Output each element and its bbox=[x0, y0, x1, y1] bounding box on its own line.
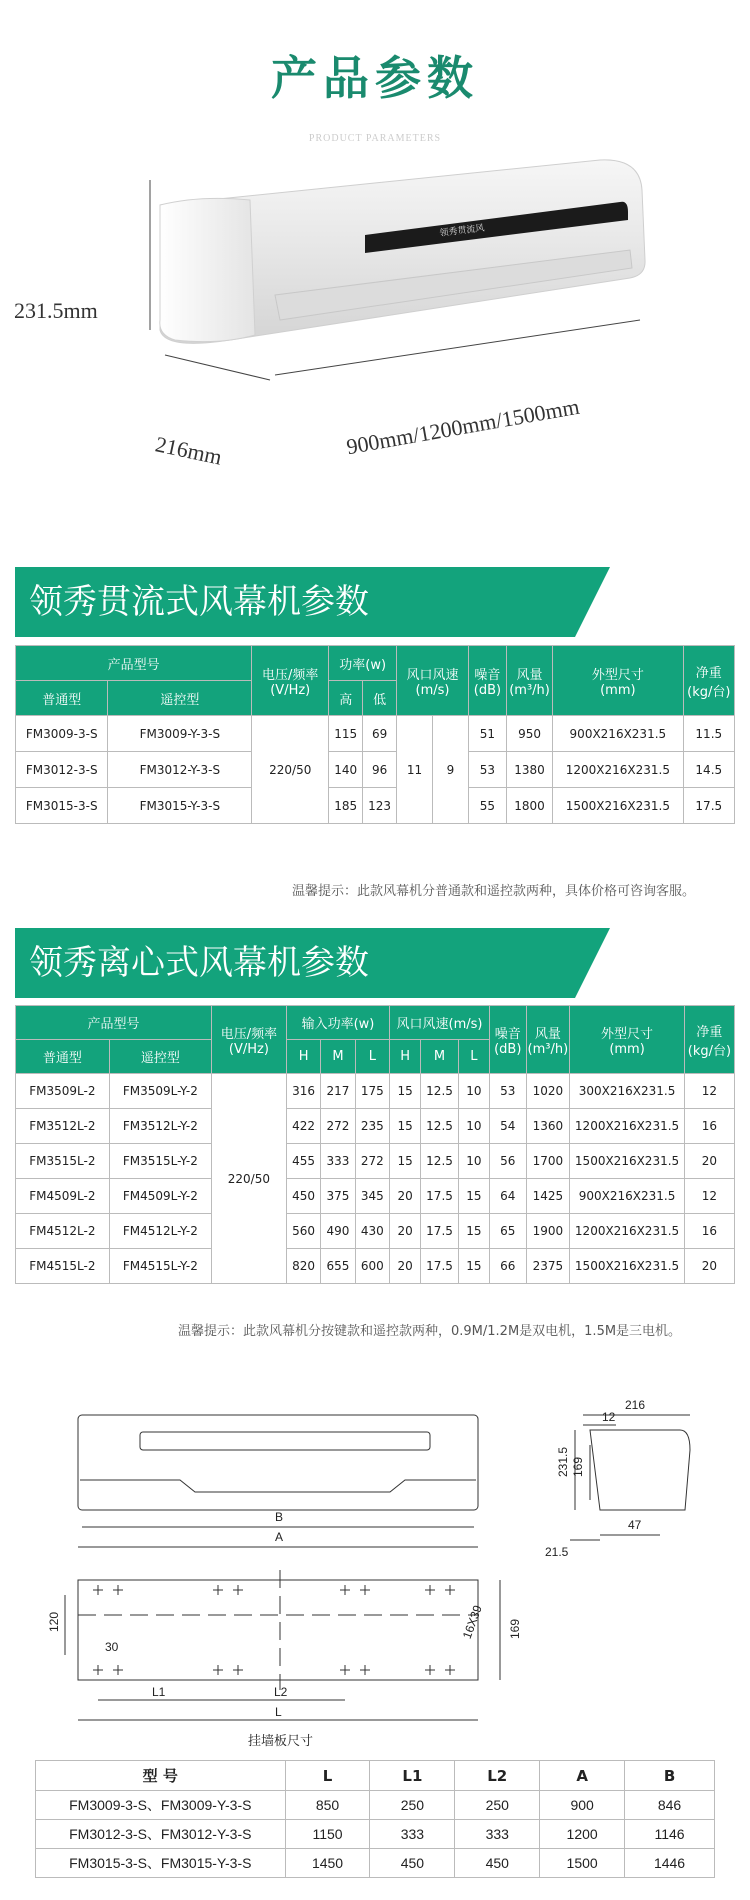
cell-dim-b: 1446 bbox=[625, 1849, 715, 1878]
cell-air: 950 bbox=[506, 716, 552, 752]
crossflow-spec-table bbox=[15, 645, 735, 824]
cell-weight: 14.5 bbox=[683, 752, 734, 788]
cell-power-m: 333 bbox=[321, 1144, 355, 1179]
cell-air: 1020 bbox=[526, 1074, 570, 1109]
cell-air: 1380 bbox=[506, 752, 552, 788]
th-low: 低 bbox=[363, 681, 397, 716]
drawing-caption: 挂墙板尺寸 bbox=[248, 1733, 314, 1748]
cell-size: 900X216X231.5 bbox=[553, 716, 683, 752]
cell-speed-l: 10 bbox=[458, 1109, 489, 1144]
cell-power-h: 820 bbox=[286, 1249, 320, 1284]
cell-size: 1500X216X231.5 bbox=[570, 1144, 685, 1179]
cell-speed-m: 17.5 bbox=[421, 1214, 459, 1249]
dimension-table bbox=[35, 1760, 715, 1878]
cell-dim-l1: 333 bbox=[370, 1820, 455, 1849]
cell-speed-l: 10 bbox=[458, 1144, 489, 1179]
cell-power-l: 272 bbox=[355, 1144, 389, 1179]
cell-normal: FM3512L-2 bbox=[16, 1109, 110, 1144]
cell-dim-model: FM3012-3-S、FM3012-Y-3-S bbox=[36, 1820, 286, 1849]
cell-low: 96 bbox=[363, 752, 397, 788]
cell-power-l: 235 bbox=[355, 1109, 389, 1144]
cell-air: 1360 bbox=[526, 1109, 570, 1144]
cell-power-h: 316 bbox=[286, 1074, 320, 1109]
table-row bbox=[16, 1144, 735, 1179]
th-speed: 风口风速(m/s) bbox=[390, 1006, 490, 1040]
cell-power-l: 175 bbox=[355, 1074, 389, 1109]
cell-power-h: 450 bbox=[286, 1179, 320, 1214]
cell-low: 123 bbox=[363, 788, 397, 824]
th-size: 外型尺寸 (mm) bbox=[570, 1006, 685, 1074]
cell-speed-high: 11 bbox=[397, 716, 433, 824]
th-model: 产品型号 bbox=[16, 646, 252, 681]
th-high: 高 bbox=[329, 681, 363, 716]
cell-speed-h: 15 bbox=[390, 1144, 421, 1179]
th-air: 风量 (m³/h) bbox=[506, 646, 552, 716]
cell-normal: FM3015-3-S bbox=[16, 788, 108, 824]
cell-noise: 51 bbox=[468, 716, 506, 752]
th-dim-model: 型 号 bbox=[36, 1761, 286, 1791]
cell-noise: 53 bbox=[468, 752, 506, 788]
label-30: 30 bbox=[105, 1640, 119, 1654]
table-row bbox=[16, 716, 735, 752]
cell-dim-l1: 250 bbox=[370, 1791, 455, 1820]
th-speed-m: M bbox=[421, 1040, 459, 1074]
cell-dim-a: 1500 bbox=[540, 1849, 625, 1878]
th-dim-l1: L1 bbox=[370, 1761, 455, 1791]
cell-air: 1700 bbox=[526, 1144, 570, 1179]
th-weight: 净重 (kg/台) bbox=[683, 646, 734, 716]
cell-weight: 12 bbox=[684, 1074, 734, 1109]
th-size: 外型尺寸 (mm) bbox=[553, 646, 683, 716]
cell-size: 1500X216X231.5 bbox=[553, 788, 683, 824]
label-slot: 16X39 bbox=[459, 1603, 485, 1641]
cell-speed-h: 15 bbox=[390, 1109, 421, 1144]
cell-power-l: 345 bbox=[355, 1179, 389, 1214]
cell-dim-l1: 450 bbox=[370, 1849, 455, 1878]
cell-normal: FM3509L-2 bbox=[16, 1074, 110, 1109]
label-b: B bbox=[275, 1510, 284, 1524]
cell-remote: FM3509L-Y-2 bbox=[109, 1074, 211, 1109]
cell-speed-low: 9 bbox=[432, 716, 468, 824]
th-power-l: L bbox=[355, 1040, 389, 1074]
drawing-labels bbox=[0, 1370, 750, 1750]
cell-weight: 17.5 bbox=[683, 788, 734, 824]
cell-noise: 65 bbox=[490, 1214, 526, 1249]
cell-noise: 66 bbox=[490, 1249, 526, 1284]
section2-banner: 领秀离心式风幕机参数 bbox=[15, 928, 575, 998]
label-216: 216 bbox=[625, 1398, 646, 1412]
cell-power-l: 600 bbox=[355, 1249, 389, 1284]
cell-dim-l: 1450 bbox=[285, 1849, 370, 1878]
th-speed-l: L bbox=[458, 1040, 489, 1074]
th-voltage: 电压/频率 (V/Hz) bbox=[211, 1006, 286, 1074]
cell-speed-m: 17.5 bbox=[421, 1179, 459, 1214]
cell-normal: FM3515L-2 bbox=[16, 1144, 110, 1179]
th-power-h: H bbox=[286, 1040, 320, 1074]
cell-speed-m: 12.5 bbox=[421, 1144, 459, 1179]
cell-air: 1900 bbox=[526, 1214, 570, 1249]
th-speed: 风口风速 (m/s) bbox=[397, 646, 469, 716]
cell-dim-b: 846 bbox=[625, 1791, 715, 1820]
cell-air: 2375 bbox=[526, 1249, 570, 1284]
cell-size: 1200X216X231.5 bbox=[570, 1109, 685, 1144]
cell-size: 1200X216X231.5 bbox=[570, 1214, 685, 1249]
label-231: 231.5 bbox=[556, 1446, 571, 1478]
cell-speed-l: 10 bbox=[458, 1074, 489, 1109]
cell-weight: 20 bbox=[684, 1144, 734, 1179]
cell-normal: FM4515L-2 bbox=[16, 1249, 110, 1284]
th-noise: 噪音 (dB) bbox=[490, 1006, 526, 1074]
th-noise: 噪音 (dB) bbox=[468, 646, 506, 716]
cell-remote: FM3515L-Y-2 bbox=[109, 1144, 211, 1179]
th-dim-b: B bbox=[625, 1761, 715, 1791]
cell-voltage: 220/50 bbox=[211, 1074, 286, 1284]
page-title: 产品参数 bbox=[271, 51, 479, 105]
th-dim-l2: L2 bbox=[455, 1761, 540, 1791]
label-21: 21.5 bbox=[545, 1545, 569, 1559]
label-a: A bbox=[275, 1530, 284, 1544]
label-120: 120 bbox=[47, 1611, 62, 1633]
label-12: 12 bbox=[602, 1410, 616, 1424]
cell-dim-l2: 333 bbox=[455, 1820, 540, 1849]
cell-air: 1425 bbox=[526, 1179, 570, 1214]
cell-dim-l: 850 bbox=[285, 1791, 370, 1820]
cell-weight: 12 bbox=[684, 1179, 734, 1214]
cell-remote: FM4512L-Y-2 bbox=[109, 1214, 211, 1249]
section1-banner: 领秀贯流式风幕机参数 bbox=[15, 567, 575, 637]
cell-power-m: 655 bbox=[321, 1249, 355, 1284]
label-l1: L1 bbox=[152, 1685, 166, 1699]
cell-weight: 20 bbox=[684, 1249, 734, 1284]
cell-low: 69 bbox=[363, 716, 397, 752]
cell-speed-m: 12.5 bbox=[421, 1109, 459, 1144]
th-power-m: M bbox=[321, 1040, 355, 1074]
cell-high: 185 bbox=[329, 788, 363, 824]
th-dim-l: L bbox=[285, 1761, 370, 1791]
cell-dim-model: FM3009-3-S、FM3009-Y-3-S bbox=[36, 1791, 286, 1820]
table-row bbox=[16, 1074, 735, 1109]
cell-voltage: 220/50 bbox=[252, 716, 329, 824]
cell-noise: 54 bbox=[490, 1109, 526, 1144]
table-row bbox=[16, 752, 735, 788]
th-remote: 遥控型 bbox=[109, 1040, 211, 1074]
cell-dim-l: 1150 bbox=[285, 1820, 370, 1849]
label-47: 47 bbox=[628, 1518, 642, 1532]
cell-noise: 56 bbox=[490, 1144, 526, 1179]
cell-noise: 64 bbox=[490, 1179, 526, 1214]
th-remote: 遥控型 bbox=[108, 681, 252, 716]
cell-speed-l: 15 bbox=[458, 1249, 489, 1284]
cell-high: 140 bbox=[329, 752, 363, 788]
table-row bbox=[36, 1791, 715, 1820]
cell-power-m: 272 bbox=[321, 1109, 355, 1144]
cell-size: 300X216X231.5 bbox=[570, 1074, 685, 1109]
cell-high: 115 bbox=[329, 716, 363, 752]
th-power: 输入功率(w) bbox=[286, 1006, 389, 1040]
height-label: 231.5mm bbox=[14, 298, 98, 323]
cell-speed-m: 12.5 bbox=[421, 1074, 459, 1109]
table-row bbox=[16, 1214, 735, 1249]
cell-speed-h: 20 bbox=[390, 1179, 421, 1214]
cell-dim-l2: 450 bbox=[455, 1849, 540, 1878]
cell-remote: FM4509L-Y-2 bbox=[109, 1179, 211, 1214]
table-row bbox=[16, 1249, 735, 1284]
cell-size: 900X216X231.5 bbox=[570, 1179, 685, 1214]
th-speed-h: H bbox=[390, 1040, 421, 1074]
cell-remote: FM3009-Y-3-S bbox=[108, 716, 252, 752]
table-row bbox=[16, 1109, 735, 1144]
cell-weight: 11.5 bbox=[683, 716, 734, 752]
table-row bbox=[36, 1820, 715, 1849]
depth-label: 216mm bbox=[153, 431, 225, 470]
centrifugal-spec-table bbox=[15, 1005, 735, 1284]
cell-dim-l2: 250 bbox=[455, 1791, 540, 1820]
section2-note: 温馨提示：此款风幕机分按键款和遥控款两种，0.9M/1.2M是双电机，1.5M是三电机。 bbox=[178, 1324, 682, 1339]
th-normal: 普通型 bbox=[16, 1040, 110, 1074]
th-normal: 普通型 bbox=[16, 681, 108, 716]
th-model: 产品型号 bbox=[16, 1006, 212, 1040]
label-169b: 169 bbox=[508, 1618, 523, 1640]
th-weight: 净重 (kg/台) bbox=[684, 1006, 734, 1074]
cell-power-m: 490 bbox=[321, 1214, 355, 1249]
cell-weight: 16 bbox=[684, 1109, 734, 1144]
cell-noise: 55 bbox=[468, 788, 506, 824]
th-voltage: 电压/频率 (V/Hz) bbox=[252, 646, 329, 716]
cell-noise: 53 bbox=[490, 1074, 526, 1109]
table-row bbox=[16, 788, 735, 824]
table-row bbox=[36, 1849, 715, 1878]
cell-remote: FM3512L-Y-2 bbox=[109, 1109, 211, 1144]
label-l: L bbox=[275, 1705, 282, 1719]
cell-speed-h: 15 bbox=[390, 1074, 421, 1109]
cell-speed-l: 15 bbox=[458, 1214, 489, 1249]
label-l2: L2 bbox=[274, 1685, 288, 1699]
cell-air: 1800 bbox=[506, 788, 552, 824]
section1-note: 温馨提示：此款风幕机分普通款和遥控款两种，具体价格可咨询客服。 bbox=[292, 884, 696, 899]
cell-weight: 16 bbox=[684, 1214, 734, 1249]
table-row bbox=[16, 1179, 735, 1214]
cell-normal: FM3012-3-S bbox=[16, 752, 108, 788]
cell-power-h: 422 bbox=[286, 1109, 320, 1144]
th-dim-a: A bbox=[540, 1761, 625, 1791]
cell-dim-a: 1200 bbox=[540, 1820, 625, 1849]
product-hero bbox=[0, 150, 750, 480]
cell-normal: FM4512L-2 bbox=[16, 1214, 110, 1249]
cell-speed-h: 20 bbox=[390, 1214, 421, 1249]
cell-power-h: 455 bbox=[286, 1144, 320, 1179]
cell-normal: FM3009-3-S bbox=[16, 716, 108, 752]
page-subtitle: PRODUCT PARAMETERS bbox=[308, 133, 442, 144]
cell-power-l: 430 bbox=[355, 1214, 389, 1249]
cell-dim-a: 900 bbox=[540, 1791, 625, 1820]
th-power: 功率(w) bbox=[329, 646, 397, 681]
cell-power-m: 217 bbox=[321, 1074, 355, 1109]
length-label: 900mm/1200mm/1500mm bbox=[344, 393, 582, 460]
th-air: 风量 (m³/h) bbox=[526, 1006, 570, 1074]
brand-text: 领秀贯流风 bbox=[439, 223, 486, 239]
cell-speed-l: 15 bbox=[458, 1179, 489, 1214]
cell-dim-b: 1146 bbox=[625, 1820, 715, 1849]
cell-speed-m: 17.5 bbox=[421, 1249, 459, 1284]
cell-remote: FM3012-Y-3-S bbox=[108, 752, 252, 788]
cell-dim-model: FM3015-3-S、FM3015-Y-3-S bbox=[36, 1849, 286, 1878]
cell-remote: FM3015-Y-3-S bbox=[108, 788, 252, 824]
cell-power-h: 560 bbox=[286, 1214, 320, 1249]
cell-size: 1500X216X231.5 bbox=[570, 1249, 685, 1284]
cell-size: 1200X216X231.5 bbox=[553, 752, 683, 788]
cell-speed-h: 20 bbox=[390, 1249, 421, 1284]
cell-power-m: 375 bbox=[321, 1179, 355, 1214]
label-169: 169 bbox=[571, 1456, 586, 1478]
cell-remote: FM4515L-Y-2 bbox=[109, 1249, 211, 1284]
cell-normal: FM4509L-2 bbox=[16, 1179, 110, 1214]
